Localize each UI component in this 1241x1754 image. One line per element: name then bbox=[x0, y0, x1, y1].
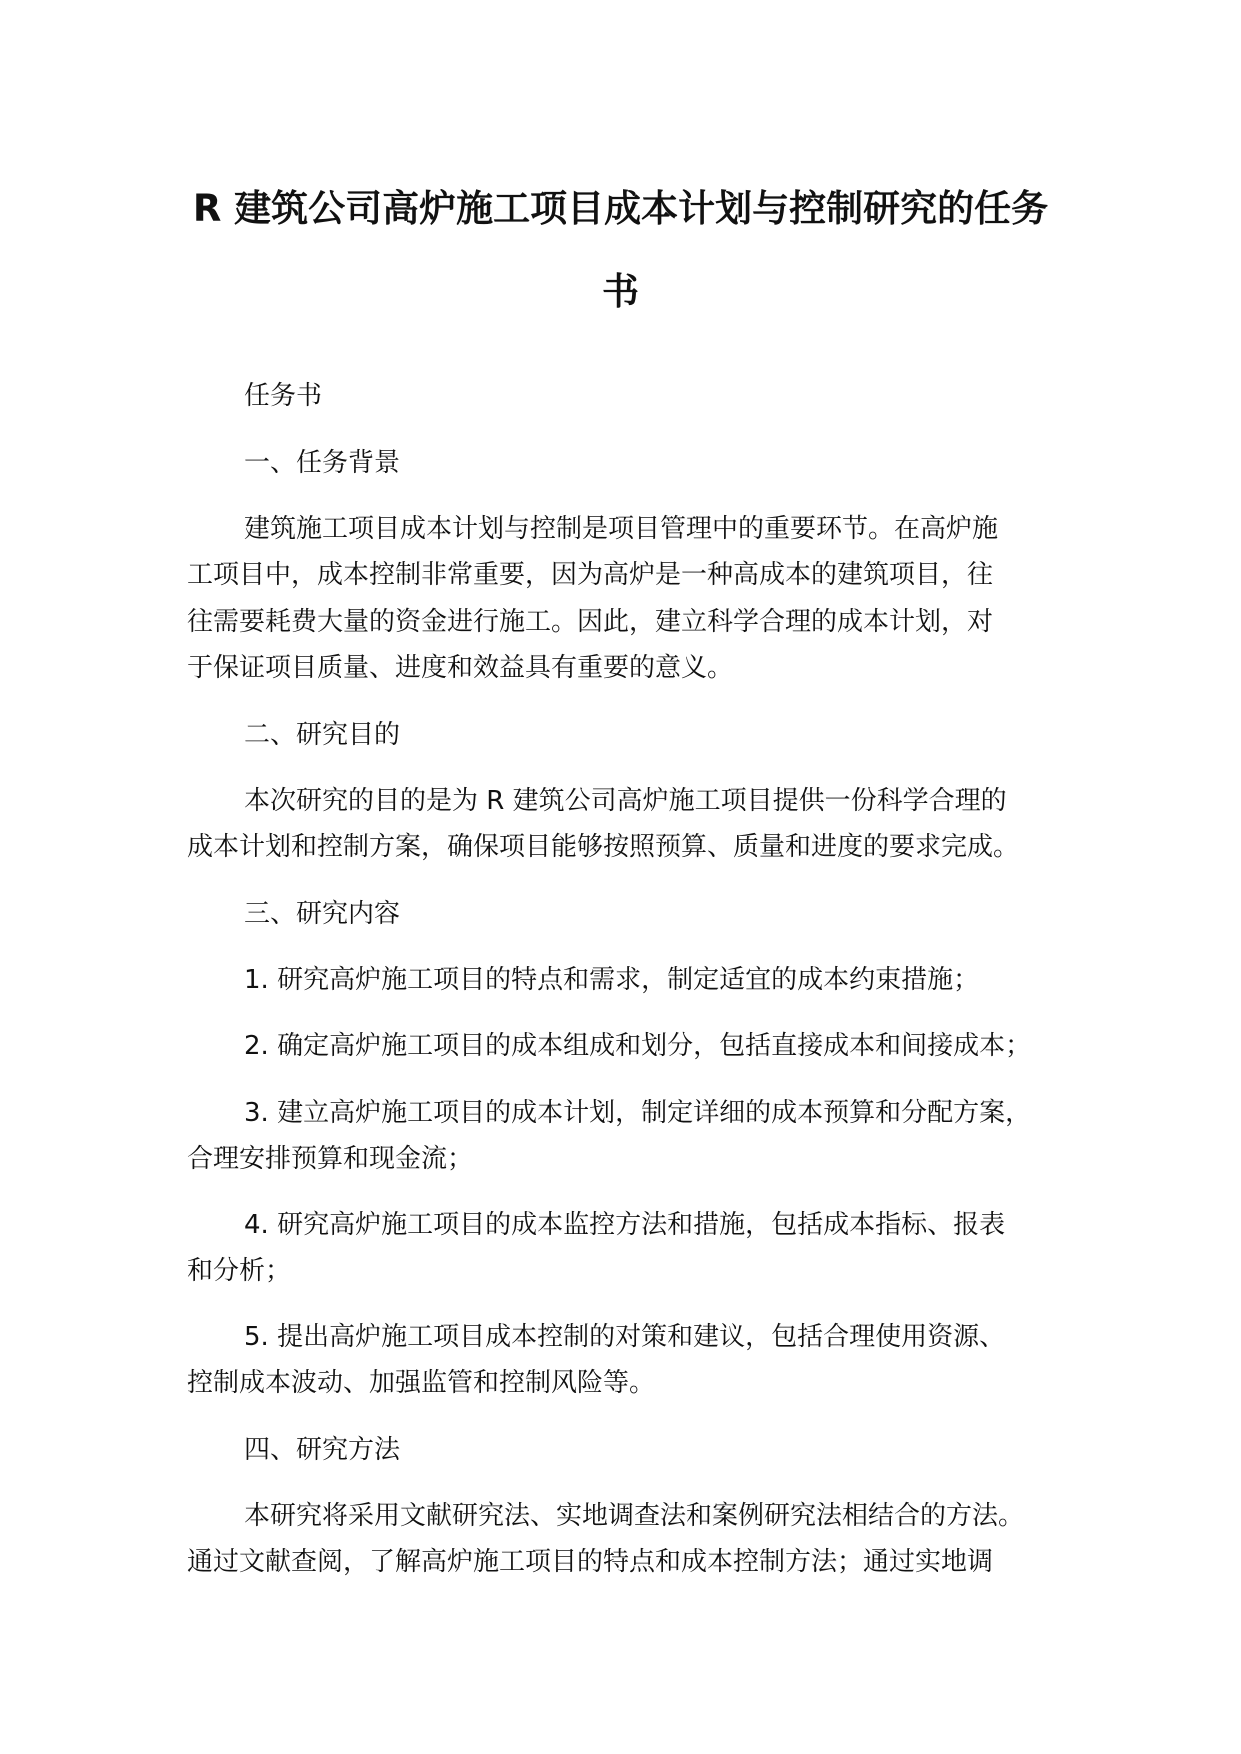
list-item-continuation: 控制成本波动、加强监管和控制风险等。 bbox=[187, 1368, 656, 1398]
list-item: 4. 研究高炉施工项目的成本监控方法和措施，包括成本指标、报表 bbox=[244, 1210, 1006, 1240]
paragraph-line: 建筑施工项目成本计划与控制是项目管理中的重要环节。在高炉施 bbox=[244, 514, 999, 544]
list-item-continuation: 和分析； bbox=[187, 1256, 292, 1286]
paragraph-line: 于保证项目质量、进度和效益具有重要的意义。 bbox=[187, 653, 734, 683]
list-item: 1. 研究高炉施工项目的特点和需求，制定适宜的成本约束措施； bbox=[244, 965, 980, 995]
document-title-line-2: 书 bbox=[602, 270, 639, 313]
list-item: 2. 确定高炉施工项目的成本组成和划分，包括直接成本和间接成本； bbox=[244, 1031, 1032, 1061]
section-heading: 四、研究方法 bbox=[244, 1435, 401, 1465]
document-title-line-1: R 建筑公司高炉施工项目成本计划与控制研究的任务 bbox=[192, 187, 1049, 230]
section-heading: 二、研究目的 bbox=[244, 720, 401, 750]
section-heading: 一、任务背景 bbox=[244, 448, 401, 478]
paragraph-line: 通过文献查阅，了解高炉施工项目的特点和成本控制方法；通过实地调 bbox=[187, 1547, 994, 1577]
paragraph-line: 成本计划和控制方案，确保项目能够按照预算、质量和进度的要求完成。 bbox=[187, 832, 1020, 862]
paragraph-line: 本研究将采用文献研究法、实地调查法和案例研究法相结合的方法。 bbox=[244, 1501, 1025, 1531]
list-item: 3. 建立高炉施工项目的成本计划，制定详细的成本预算和分配方案， bbox=[244, 1098, 1032, 1128]
list-item-continuation: 合理安排预算和现金流； bbox=[187, 1144, 474, 1174]
list-item: 5. 提出高炉施工项目成本控制的对策和建议，包括合理使用资源、 bbox=[244, 1322, 1006, 1352]
section-label: 任务书 bbox=[244, 381, 323, 411]
paragraph-line: 往需要耗费大量的资金进行施工。因此，建立科学合理的成本计划，对 bbox=[187, 607, 994, 637]
paragraph-line: 工项目中，成本控制非常重要，因为高炉是一种高成本的建筑项目，往 bbox=[187, 560, 994, 590]
paragraph-line: 本次研究的目的是为 R 建筑公司高炉施工项目提供一份科学合理的 bbox=[244, 786, 1007, 816]
section-heading: 三、研究内容 bbox=[244, 899, 401, 929]
